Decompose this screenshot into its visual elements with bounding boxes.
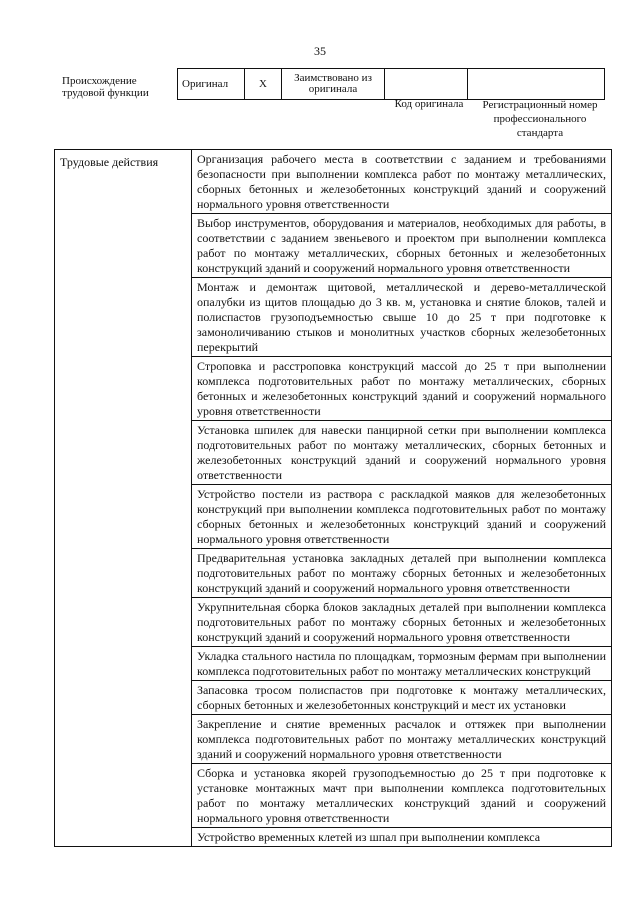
origin-label: Происхождение трудовой функции (62, 75, 149, 99)
action-item: Предварительная установка закладных деталей при выполнении комплекса подготовительных работ по монтажу сборных бетонных и железобетонных конструкций зданий и сооружений нормального уровня ответственности (192, 549, 611, 598)
section-label: Трудовые действия (55, 150, 192, 847)
actions-table (54, 149, 612, 847)
borrowed-cell: Заимствовано из оригинала (282, 69, 385, 100)
action-item: Устройство постели из раствора с раскладкой маяков для железобетонных конструкций при выполнении комплекса подготовительных работ по монтажу сборных бетонных и железобетонных конструкций зданий и сооружений нормального уровня ответственности (192, 485, 611, 549)
action-item: Запасовка тросом полиспастов при подготовке к монтажу металлических, сборных бетонных и железобетонных конструкций и мест их установки (192, 681, 611, 715)
action-item: Закрепление и снятие временных расчалок и оттяжек при выполнении комплекса подготовительных работ по монтажу металлических конструкций зданий и сооружений нормального уровня ответственности (192, 715, 611, 764)
action-item: Укладка стального настила по площадкам, тормозным фермам при выполнении комплекса подготовительных работ по монтажу металлических конструкций (192, 647, 611, 681)
action-item: Строповка и расстроповка конструкций массой до 25 т при выполнении комплекса подготовительных работ по монтажу металлических, сборных бетонных и железобетонных конструкций зданий и сооружений нормального уровня ответственности (192, 357, 611, 421)
code-cell (385, 69, 468, 100)
original-mark: X (245, 69, 282, 100)
page-number: 35 (314, 44, 326, 58)
action-item: Организация рабочего места в соответствии с заданием и требованиями безопасности при выполнении комплекса работ по монтажу металлических, сборных бетонных и железобетонных конструкций зданий и сооружений нормального уровня ответственности (192, 150, 611, 214)
action-item: Сборка и установка якорей грузоподъемностью до 25 т при подготовке к установке монтажных мачт при выполнении комплекса подготовительных работ по монтажу металлических конструкций зданий и сооружений нормального уровня ответственности (192, 764, 611, 828)
action-item: Устройство временных клетей из шпал при выполнении комплекса (197, 830, 541, 844)
action-item: Укрупнительная сборка блоков закладных деталей при выполнении комплекса подготовительных работ по монтажу сборных бетонных и железобетонных конструкций зданий и сооружений нормального уровня ответственности (192, 598, 611, 647)
reg-caption: Регистрационный номер профессионального стандарта (482, 99, 598, 139)
action-item: Выбор инструментов, оборудования и материалов, необходимых для работы, в соответствии с заданием звеньевого и проектом при выполнении комплекса работ по монтажу металлических, сборных бетонных и железобетонных конструкций зданий и сооружений нормального уровня ответственности (192, 214, 611, 278)
reg-number-cell (468, 69, 605, 100)
origin-table (177, 68, 605, 100)
action-item: Монтаж и демонтаж щитовой, металлической и дерево-металлической опалубки из щитов площадью до 3 кв. м, установка и снятие блоков, талей и полиспастов грузоподъемностью свыше 10 до 25 т при подготовке к замоноличиванию стыков и монолитных участков сборных железобетонных перекрытий (192, 278, 611, 357)
code-caption: Код оригинала (394, 98, 464, 110)
original-cell: Оригинал (178, 69, 245, 100)
action-item: Установка шпилек для навески панцирной сетки при выполнении комплекса подготовительных работ по монтажу металлических, сборных бетонных и железобетонных конструкций зданий и сооружений нормального уровня ответственности (192, 421, 611, 485)
actions-list (192, 150, 612, 847)
